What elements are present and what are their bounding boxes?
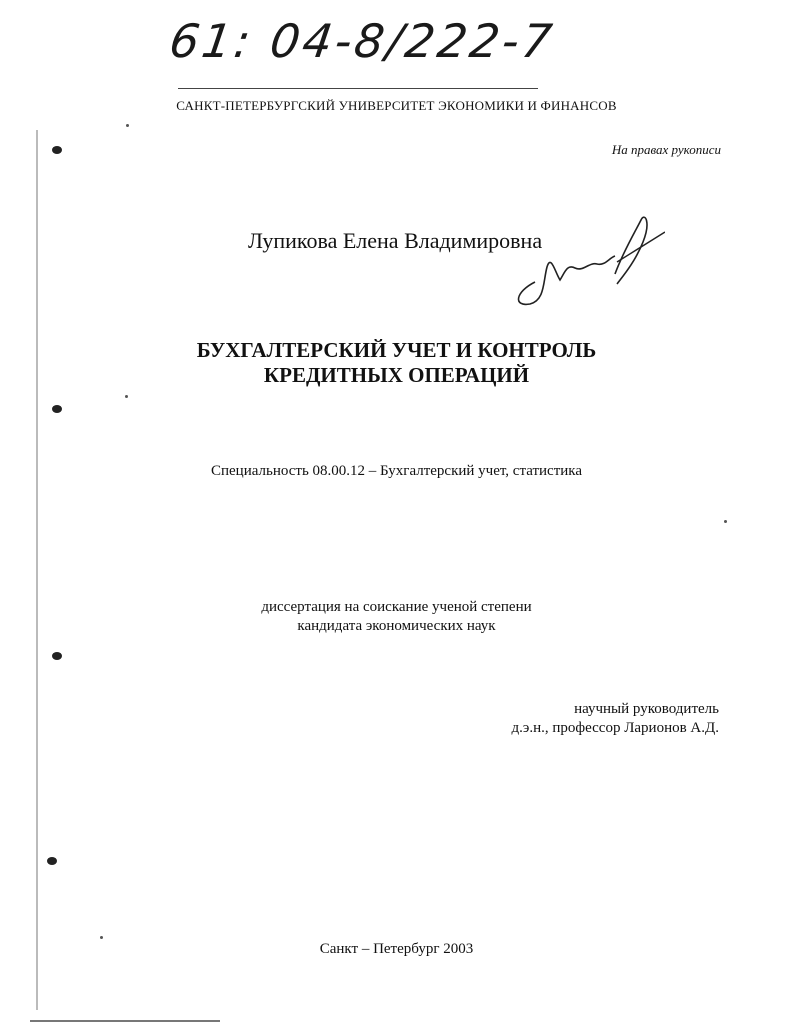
supervisor-name: д.э.н., профессор Ларионов А.Д. (511, 720, 719, 736)
author-name: Лупикова Елена Владимировна (248, 228, 543, 253)
binding-hole-mark (52, 652, 62, 660)
scan-speck (126, 124, 129, 127)
city-year: Санкт – Петербург 2003 (319, 941, 474, 957)
binding-hole-mark (52, 405, 62, 413)
degree-line: диссертация на соискание ученой степени (261, 599, 532, 615)
manuscript-rights-note: На правах рукописи (611, 142, 721, 157)
scan-speck (724, 520, 727, 523)
header-rule (178, 88, 538, 89)
supervisor-label: научный руководитель (574, 701, 719, 717)
archive-code: 61: 04-8/222-7 (166, 14, 559, 68)
binding-hole-mark (47, 857, 57, 865)
degree-statement (0, 598, 793, 636)
degree-line: кандидата экономических наук (297, 618, 496, 634)
author-signature (505, 212, 665, 312)
specialty-line: Специальность 08.00.12 – Бухгалтерский учет, статистика (210, 463, 583, 479)
title-line: КРЕДИТНЫХ ОПЕРАЦИЙ (263, 363, 530, 387)
dissertation-title (0, 338, 793, 388)
scan-speck (100, 936, 103, 939)
university-name: САНКТ-ПЕТЕРБУРГСКИЙ УНИВЕРСИТЕТ ЭКОНОМИКИ И ФИНАНСОВ (176, 98, 617, 113)
scan-speck (125, 395, 128, 398)
binding-hole-mark (52, 146, 62, 154)
supervisor-block (512, 700, 719, 738)
scan-left-edge (36, 130, 38, 1010)
scan-bottom-edge (30, 1020, 220, 1022)
title-line: БУХГАЛТЕРСКИЙ УЧЕТ И КОНТРОЛЬ (196, 338, 597, 362)
